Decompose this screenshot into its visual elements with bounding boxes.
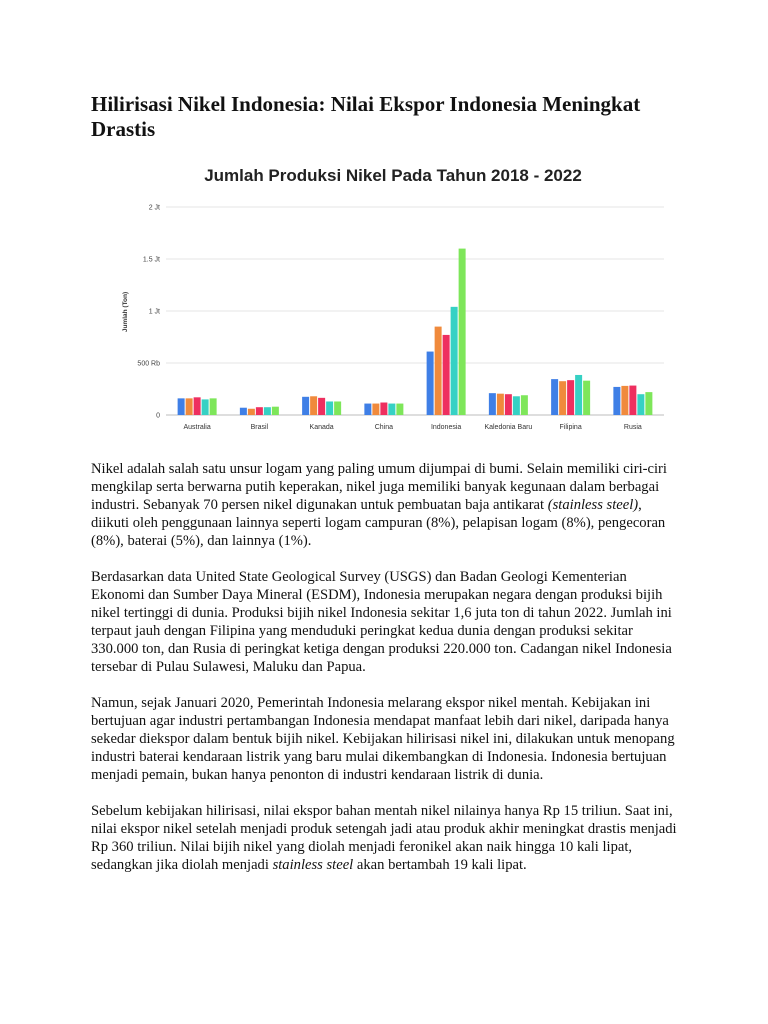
paragraph-4-text: Sebelum kebijakan hilirisasi, nilai ekspor bahan mentah nikel nilainya hanya Rp 15 triliun. Saat ini, nilai ekspor nikel setelah menjadi produk setengah jadi atau produk akhir meningkat drastis menjadi Rp 360 triliun. Nilai bijih nikel yang diolah menjadi feronikel akan naik hingga 10 kali lipat, sedangkan jika diolah menjadi [91, 803, 677, 873]
bar [272, 407, 279, 415]
bar [210, 398, 217, 415]
bar [505, 394, 512, 415]
bar [372, 404, 379, 415]
bar [497, 394, 504, 415]
bar [637, 394, 644, 415]
bar [326, 401, 333, 415]
bar [248, 409, 255, 415]
bar [240, 408, 247, 415]
x-category-label: Filipina [559, 424, 582, 431]
paragraph-3: Namun, sejak Januari 2020, Pemerintah Indonesia melarang ekspor nikel mentah. Kebijakan ini bertujuan agar industri pertambangan Indonesia mendapat manfaat lebih dari nikel, daripada hanya sekedar diekspor dalam bentuk bijih nikel. Kebijakan hilirisasi nikel ini, dilakukan untuk menopang industri baterai kendaraan listrik yang baru mulai dikembangkan di Indonesia. Indonesia bertujuan menjadi pemain, bukan hanya penonton di industri kendaraan listrik di dunia. [91, 695, 675, 783]
chart-y-axis-label: Jumlah (Ton) [122, 291, 129, 333]
x-category-label: Kaledonia Baru [484, 424, 533, 431]
x-category-label: Australia [183, 424, 211, 431]
bar [645, 392, 652, 415]
x-category-label: China [374, 424, 394, 431]
bar [427, 352, 434, 415]
bar [202, 399, 209, 415]
bar [396, 404, 403, 415]
bar [380, 403, 387, 415]
bar [256, 407, 263, 415]
bar [613, 387, 620, 415]
chart-bars [178, 249, 653, 415]
bar [388, 404, 395, 415]
chart-category-labels [184, 424, 642, 431]
bar [629, 386, 636, 415]
bar [443, 335, 450, 415]
bar [302, 397, 309, 415]
y-tick-label: 500 Rb [137, 360, 160, 368]
y-tick-label: 1 Jt [148, 308, 160, 316]
bar [521, 395, 528, 415]
paragraph-2: Berdasarkan data United State Geological Survey (USGS) dan Badan Geologi Kementerian Ekonomi dan Sumber Daya Mineral (ESDM), Indonesia merupakan negara dengan produksi bijih nikel tertinggi di dunia. Produksi bijih nikel Indonesia sekitar 1,6 juta ton di tahun 2022. Jumlah ini terpaut jauh dengan Filipina yang menduduki peringkat kedua dunia dengan produksi sekitar 330.000 ton, dan Rusia di peringkat ketiga dengan produksi 220.000 ton. Cadangan nikel Indonesia tersebar di Pulau Sulawesi, Maluku dan Papua. [91, 569, 672, 675]
y-tick-label: 2 Jt [148, 204, 160, 212]
paragraph-4-italic: stainless steel [272, 857, 354, 873]
bar [264, 407, 271, 415]
y-tick-label: 0 [156, 412, 160, 420]
x-category-label: Brasil [250, 424, 269, 431]
bar [459, 249, 466, 415]
bar [513, 396, 520, 415]
article-body [91, 460, 679, 892]
x-category-label: Rusia [623, 424, 642, 431]
bar [559, 381, 566, 415]
paragraph-4-tail: akan bertambah 19 kali lipat. [353, 857, 527, 873]
bar [583, 381, 590, 415]
document-title: Hilirisasi Nikel Indonesia: Nilai Ekspor Indonesia Meningkat Drastis [91, 92, 641, 141]
bar [451, 307, 458, 415]
chart-y-ticks [137, 205, 160, 420]
paragraph-1-text: Nikel adalah salah satu unsur logam yang paling umum dijumpai di bumi. Selain memiliki ciri-ciri mengkilap serta berwarna putih keperakan, nikel juga memiliki banyak kegunaan dalam berbagai industri. Sebanyak 70 persen nikel digunakan untuk pembuatan baja antikarat [91, 461, 667, 513]
paragraph-1 [91, 460, 679, 550]
bar [186, 398, 193, 415]
x-category-label: Kanada [309, 424, 334, 431]
bar [551, 379, 558, 415]
bar [364, 404, 371, 415]
bar [318, 398, 325, 415]
chart-svg [93, 158, 678, 442]
bar [435, 327, 442, 415]
paragraph-4 [91, 802, 679, 874]
bar [567, 380, 574, 415]
bar [194, 397, 201, 415]
bar [178, 398, 185, 415]
paragraph-1-tail: , diikuti oleh penggunaan lainnya seperti logam campuran (8%), pelapisan logam (8%), pengecoran (8%), baterai (5%), dan lainnya (1%). [91, 497, 666, 549]
bar [489, 393, 496, 415]
nickel-production-chart [93, 158, 678, 442]
chart-title: Jumlah Produksi Nikel Pada Tahun 2018 - 2022 [204, 166, 582, 185]
x-category-label: Indonesia [430, 424, 462, 431]
bar [621, 386, 628, 415]
paragraph-1-italic: (stainless steel) [547, 497, 639, 513]
bar [575, 375, 582, 415]
bar [334, 401, 341, 415]
y-tick-label: 1.5 Jt [142, 256, 160, 264]
bar [310, 396, 317, 415]
